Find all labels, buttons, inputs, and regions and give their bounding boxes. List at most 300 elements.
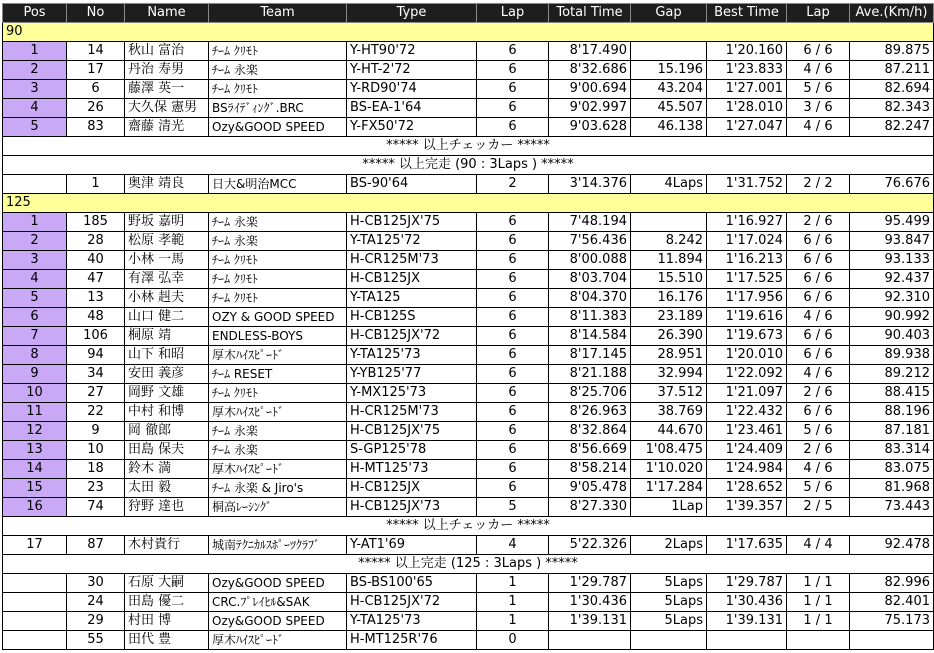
table-row <box>3 289 934 308</box>
name-cell: 丹治 寿男 <box>125 61 209 80</box>
gap-cell: 26.390 <box>631 327 707 346</box>
gap-cell <box>631 42 707 61</box>
number-cell: 26 <box>67 99 125 118</box>
gap-cell: 45.507 <box>631 99 707 118</box>
total-time-cell: 8'21.188 <box>549 365 631 384</box>
column-header-name: Name <box>125 4 209 23</box>
table-row <box>3 460 934 479</box>
table-row <box>3 498 934 517</box>
table-row <box>3 441 934 460</box>
table-row <box>3 384 934 403</box>
average-speed-cell: 82.343 <box>850 99 934 118</box>
average-speed-cell: 82.694 <box>850 80 934 99</box>
pos-cell: 12 <box>3 422 67 441</box>
best-time-cell: 1'16.927 <box>707 213 787 232</box>
number-cell: 94 <box>67 346 125 365</box>
pos-cell: 5 <box>3 118 67 137</box>
type-cell: Y-FX50'72 <box>347 118 477 137</box>
lap-cell: 6 <box>477 346 549 365</box>
pos-cell: 10 <box>3 384 67 403</box>
type-cell: Y-TA125 <box>347 289 477 308</box>
best-lap-cell: 5 / 6 <box>787 80 850 99</box>
results-body <box>3 23 934 650</box>
best-lap-cell: 6 / 6 <box>787 346 850 365</box>
pos-cell <box>3 612 67 631</box>
class-header-row <box>3 23 934 42</box>
best-time-cell: 1'16.213 <box>707 251 787 270</box>
number-cell: 34 <box>67 365 125 384</box>
name-cell: 有澤 弘幸 <box>125 270 209 289</box>
lap-cell: 6 <box>477 327 549 346</box>
type-cell: H-CB125JX <box>347 270 477 289</box>
pos-cell <box>3 574 67 593</box>
lap-cell: 6 <box>477 213 549 232</box>
best-time-cell: 1'19.616 <box>707 308 787 327</box>
lap-cell: 6 <box>477 422 549 441</box>
average-speed-cell: 90.992 <box>850 308 934 327</box>
gap-cell: 5Laps <box>631 593 707 612</box>
results-table <box>2 3 934 650</box>
total-time-cell: 5'22.326 <box>549 536 631 555</box>
total-time-cell: 9'05.478 <box>549 479 631 498</box>
team-cell: ﾁｰﾑ ｸﾘﾓﾄ <box>209 289 347 308</box>
name-cell: 岡野 文雄 <box>125 384 209 403</box>
lap-cell: 6 <box>477 80 549 99</box>
average-speed-cell: 82.401 <box>850 593 934 612</box>
team-cell: ﾁｰﾑ RESET <box>209 365 347 384</box>
pos-cell: 1 <box>3 42 67 61</box>
best-lap-cell: 2 / 5 <box>787 498 850 517</box>
best-time-cell: 1'23.461 <box>707 422 787 441</box>
table-row <box>3 479 934 498</box>
class-label: 90 <box>3 23 934 42</box>
gap-cell: 5Laps <box>631 574 707 593</box>
type-cell: H-CB125JX'73 <box>347 498 477 517</box>
header-row <box>3 4 934 23</box>
average-speed-cell: 89.212 <box>850 365 934 384</box>
best-lap-cell: 6 / 6 <box>787 327 850 346</box>
total-time-cell: 7'56.436 <box>549 232 631 251</box>
team-cell: CRC.ﾌﾟﾚｲﾋﾙ&SAK <box>209 593 347 612</box>
best-lap-cell: 5 / 6 <box>787 479 850 498</box>
total-time-cell: 8'03.704 <box>549 270 631 289</box>
number-cell: 10 <box>67 441 125 460</box>
gap-cell <box>631 631 707 650</box>
table-row <box>3 308 934 327</box>
number-cell: 9 <box>67 422 125 441</box>
total-time-cell: 8'26.963 <box>549 403 631 422</box>
gap-cell <box>631 213 707 232</box>
finish-note-row <box>3 156 934 175</box>
number-cell: 23 <box>67 479 125 498</box>
number-cell: 106 <box>67 327 125 346</box>
best-lap-cell: 1 / 1 <box>787 574 850 593</box>
total-time-cell: 8'11.383 <box>549 308 631 327</box>
type-cell: H-CB125JX'72 <box>347 593 477 612</box>
pos-cell: 3 <box>3 251 67 270</box>
team-cell: Ozy&GOOD SPEED <box>209 574 347 593</box>
best-lap-cell: 6 / 6 <box>787 42 850 61</box>
type-cell: H-MT125R'76 <box>347 631 477 650</box>
lap-cell: 6 <box>477 308 549 327</box>
name-cell: 石原 大嗣 <box>125 574 209 593</box>
total-time-cell: 1'39.131 <box>549 612 631 631</box>
best-time-cell: 1'22.432 <box>707 403 787 422</box>
total-time-cell: 8'58.214 <box>549 460 631 479</box>
total-time-cell: 9'00.694 <box>549 80 631 99</box>
best-time-cell: 1'29.787 <box>707 574 787 593</box>
table-row <box>3 631 934 650</box>
checker-note-row-text: ***** 以上チェッカー ***** <box>3 517 934 536</box>
name-cell: 田島 保夫 <box>125 441 209 460</box>
lap-cell: 1 <box>477 593 549 612</box>
type-cell: Y-YB125'77 <box>347 365 477 384</box>
total-time-cell: 9'02.997 <box>549 99 631 118</box>
name-cell: 小林 赳夫 <box>125 289 209 308</box>
lap-cell: 1 <box>477 612 549 631</box>
team-cell: ﾁｰﾑ 永楽 <box>209 441 347 460</box>
type-cell: H-MT125'73 <box>347 460 477 479</box>
pos-cell: 2 <box>3 61 67 80</box>
total-time-cell: 8'17.490 <box>549 42 631 61</box>
type-cell: Y-TA125'73 <box>347 612 477 631</box>
table-row <box>3 270 934 289</box>
pos-cell: 8 <box>3 346 67 365</box>
table-row <box>3 346 934 365</box>
gap-cell: 5Laps <box>631 612 707 631</box>
average-speed-cell <box>850 631 934 650</box>
number-cell: 87 <box>67 536 125 555</box>
average-speed-cell: 95.499 <box>850 213 934 232</box>
type-cell: Y-HT90'72 <box>347 42 477 61</box>
lap-cell: 6 <box>477 251 549 270</box>
total-time-cell: 3'14.376 <box>549 175 631 194</box>
pos-cell: 1 <box>3 213 67 232</box>
total-time-cell: 8'14.584 <box>549 327 631 346</box>
team-cell: ﾁｰﾑ ｸﾘﾓﾄ <box>209 270 347 289</box>
column-header-gap: Gap <box>631 4 707 23</box>
column-header-best-time: Best Time <box>707 4 787 23</box>
average-speed-cell: 90.403 <box>850 327 934 346</box>
column-header-no: No <box>67 4 125 23</box>
type-cell: S-GP125'78 <box>347 441 477 460</box>
type-cell: H-CB125JX'72 <box>347 327 477 346</box>
finish-note-row-text: ***** 以上完走 (90 : 3Laps ) ***** <box>3 156 934 175</box>
team-cell: Ozy&GOOD SPEED <box>209 118 347 137</box>
name-cell: 中村 和博 <box>125 403 209 422</box>
best-time-cell: 1'31.752 <box>707 175 787 194</box>
pos-cell: 16 <box>3 498 67 517</box>
number-cell: 18 <box>67 460 125 479</box>
best-lap-cell: 1 / 1 <box>787 593 850 612</box>
table-row <box>3 80 934 99</box>
total-time-cell: 8'04.370 <box>549 289 631 308</box>
total-time-cell: 1'29.787 <box>549 574 631 593</box>
number-cell: 17 <box>67 61 125 80</box>
team-cell: 厚木ﾊｲｽﾋﾟｰﾄﾞ <box>209 403 347 422</box>
gap-cell: 32.994 <box>631 365 707 384</box>
total-time-cell: 8'25.706 <box>549 384 631 403</box>
number-cell: 27 <box>67 384 125 403</box>
pos-cell: 17 <box>3 536 67 555</box>
name-cell: 野坂 嘉明 <box>125 213 209 232</box>
gap-cell: 23.189 <box>631 308 707 327</box>
table-row <box>3 61 934 80</box>
best-lap-cell: 2 / 2 <box>787 175 850 194</box>
team-cell: ﾁｰﾑ ｸﾘﾓﾄ <box>209 251 347 270</box>
lap-cell: 6 <box>477 460 549 479</box>
team-cell: BSﾗｲﾃﾞｨﾝｸﾞ.BRC <box>209 99 347 118</box>
column-header-best-lap: Lap <box>787 4 850 23</box>
best-time-cell: 1'17.525 <box>707 270 787 289</box>
average-speed-cell: 73.443 <box>850 498 934 517</box>
number-cell: 55 <box>67 631 125 650</box>
checker-note-row <box>3 517 934 536</box>
average-speed-cell: 92.478 <box>850 536 934 555</box>
class-label: 125 <box>3 194 934 213</box>
number-cell: 185 <box>67 213 125 232</box>
best-lap-cell <box>787 631 850 650</box>
best-time-cell: 1'22.092 <box>707 365 787 384</box>
team-cell: ﾁｰﾑ 永楽 <box>209 422 347 441</box>
best-lap-cell: 6 / 6 <box>787 270 850 289</box>
table-row <box>3 536 934 555</box>
average-speed-cell: 89.875 <box>850 42 934 61</box>
type-cell: H-CB125JX'75 <box>347 213 477 232</box>
best-time-cell: 1'20.160 <box>707 42 787 61</box>
type-cell: H-CR125M'73 <box>347 403 477 422</box>
pos-cell: 3 <box>3 80 67 99</box>
name-cell: 齋藤 清光 <box>125 118 209 137</box>
table-row <box>3 251 934 270</box>
best-time-cell: 1'30.436 <box>707 593 787 612</box>
average-speed-cell: 87.211 <box>850 61 934 80</box>
pos-cell: 4 <box>3 270 67 289</box>
table-row <box>3 574 934 593</box>
pos-cell: 14 <box>3 460 67 479</box>
column-header-type: Type <box>347 4 477 23</box>
best-lap-cell: 6 / 6 <box>787 232 850 251</box>
gap-cell: 8.242 <box>631 232 707 251</box>
name-cell: 狩野 達也 <box>125 498 209 517</box>
column-header-team: Team <box>209 4 347 23</box>
lap-cell: 2 <box>477 175 549 194</box>
name-cell: 山口 健二 <box>125 308 209 327</box>
type-cell: Y-TA125'72 <box>347 232 477 251</box>
checker-note-row-text: ***** 以上チェッカー ***** <box>3 137 934 156</box>
total-time-cell: 8'17.145 <box>549 346 631 365</box>
best-lap-cell: 4 / 6 <box>787 460 850 479</box>
number-cell: 40 <box>67 251 125 270</box>
table-row <box>3 99 934 118</box>
gap-cell: 16.176 <box>631 289 707 308</box>
number-cell: 24 <box>67 593 125 612</box>
name-cell: 秋山 富治 <box>125 42 209 61</box>
lap-cell: 6 <box>477 403 549 422</box>
best-lap-cell: 4 / 4 <box>787 536 850 555</box>
best-lap-cell: 4 / 6 <box>787 365 850 384</box>
average-speed-cell: 92.437 <box>850 270 934 289</box>
name-cell: 太田 毅 <box>125 479 209 498</box>
gap-cell: 1'17.284 <box>631 479 707 498</box>
pos-cell <box>3 175 67 194</box>
team-cell: 日大&明治MCC <box>209 175 347 194</box>
table-row <box>3 422 934 441</box>
best-lap-cell: 4 / 6 <box>787 61 850 80</box>
best-time-cell: 1'39.131 <box>707 612 787 631</box>
gap-cell: 11.894 <box>631 251 707 270</box>
name-cell: 岡 徹郎 <box>125 422 209 441</box>
best-time-cell: 1'17.024 <box>707 232 787 251</box>
average-speed-cell: 88.196 <box>850 403 934 422</box>
best-time-cell: 1'28.652 <box>707 479 787 498</box>
name-cell: 松原 孝範 <box>125 232 209 251</box>
type-cell: Y-TA125'73 <box>347 346 477 365</box>
best-lap-cell: 6 / 6 <box>787 403 850 422</box>
average-speed-cell: 83.314 <box>850 441 934 460</box>
gap-cell: 43.204 <box>631 80 707 99</box>
best-lap-cell: 4 / 6 <box>787 118 850 137</box>
best-time-cell: 1'24.409 <box>707 441 787 460</box>
best-time-cell: 1'21.097 <box>707 384 787 403</box>
team-cell: 城南ﾃｸﾆｶﾙｽﾎﾟｰﾂｸﾗﾌﾞ <box>209 536 347 555</box>
number-cell: 14 <box>67 42 125 61</box>
gap-cell: 4Laps <box>631 175 707 194</box>
total-time-cell: 8'27.330 <box>549 498 631 517</box>
pos-cell: 13 <box>3 441 67 460</box>
average-speed-cell: 87.181 <box>850 422 934 441</box>
number-cell: 48 <box>67 308 125 327</box>
pos-cell: 6 <box>3 308 67 327</box>
best-lap-cell: 2 / 6 <box>787 213 850 232</box>
lap-cell: 6 <box>477 270 549 289</box>
team-cell: 桐高ﾚｰｼﾝｸﾞ <box>209 498 347 517</box>
name-cell: 鈴木 満 <box>125 460 209 479</box>
gap-cell: 1Lap <box>631 498 707 517</box>
gap-cell: 28.951 <box>631 346 707 365</box>
name-cell: 山下 和昭 <box>125 346 209 365</box>
pos-cell: 2 <box>3 232 67 251</box>
average-speed-cell: 81.968 <box>850 479 934 498</box>
gap-cell: 15.510 <box>631 270 707 289</box>
table-row <box>3 213 934 232</box>
table-row <box>3 365 934 384</box>
total-time-cell: 1'30.436 <box>549 593 631 612</box>
best-lap-cell: 4 / 6 <box>787 308 850 327</box>
team-cell: ﾁｰﾑ ｸﾘﾓﾄ <box>209 384 347 403</box>
average-speed-cell: 82.996 <box>850 574 934 593</box>
name-cell: 小林 一馬 <box>125 251 209 270</box>
pos-cell: 11 <box>3 403 67 422</box>
best-lap-cell: 6 / 6 <box>787 289 850 308</box>
gap-cell: 38.769 <box>631 403 707 422</box>
number-cell: 83 <box>67 118 125 137</box>
best-lap-cell: 6 / 6 <box>787 251 850 270</box>
total-time-cell: 7'48.194 <box>549 213 631 232</box>
total-time-cell: 8'32.686 <box>549 61 631 80</box>
lap-cell: 6 <box>477 384 549 403</box>
number-cell: 6 <box>67 80 125 99</box>
best-time-cell: 1'24.984 <box>707 460 787 479</box>
number-cell: 13 <box>67 289 125 308</box>
total-time-cell <box>549 631 631 650</box>
best-lap-cell: 3 / 6 <box>787 99 850 118</box>
gap-cell: 1'10.020 <box>631 460 707 479</box>
team-cell: ﾁｰﾑ 永楽 <box>209 213 347 232</box>
best-time-cell: 1'23.833 <box>707 61 787 80</box>
type-cell: H-CB125JX'75 <box>347 422 477 441</box>
finish-note-row-text: ***** 以上完走 (125 : 3Laps ) ***** <box>3 555 934 574</box>
column-header-lap: Lap <box>477 4 549 23</box>
type-cell: H-CB125S <box>347 308 477 327</box>
pos-cell: 7 <box>3 327 67 346</box>
name-cell: 藤澤 英一 <box>125 80 209 99</box>
best-lap-cell: 1 / 1 <box>787 612 850 631</box>
lap-cell: 6 <box>477 289 549 308</box>
pos-cell: 5 <box>3 289 67 308</box>
average-speed-cell: 83.075 <box>850 460 934 479</box>
type-cell: Y-HT-2'72 <box>347 61 477 80</box>
total-time-cell: 8'00.088 <box>549 251 631 270</box>
type-cell: BS-BS100'65 <box>347 574 477 593</box>
lap-cell: 6 <box>477 118 549 137</box>
best-time-cell: 1'27.047 <box>707 118 787 137</box>
type-cell: H-CB125JX <box>347 479 477 498</box>
total-time-cell: 8'56.669 <box>549 441 631 460</box>
type-cell: BS-EA-1'64 <box>347 99 477 118</box>
gap-cell: 37.512 <box>631 384 707 403</box>
team-cell: Ozy&GOOD SPEED <box>209 612 347 631</box>
team-cell: 厚木ﾊｲｽﾋﾟｰﾄﾞ <box>209 631 347 650</box>
name-cell: 奥津 靖良 <box>125 175 209 194</box>
class-header-row <box>3 194 934 213</box>
team-cell: ﾁｰﾑ ｸﾘﾓﾄ <box>209 80 347 99</box>
name-cell: 桐原 靖 <box>125 327 209 346</box>
best-lap-cell: 2 / 6 <box>787 384 850 403</box>
column-header-average-speed: Ave.(Km/h) <box>850 4 934 23</box>
table-row <box>3 327 934 346</box>
best-time-cell: 1'28.010 <box>707 99 787 118</box>
type-cell: Y-RD90'74 <box>347 80 477 99</box>
best-time-cell <box>707 631 787 650</box>
gap-cell: 15.196 <box>631 61 707 80</box>
best-time-cell: 1'27.001 <box>707 80 787 99</box>
average-speed-cell: 75.173 <box>850 612 934 631</box>
lap-cell: 6 <box>477 61 549 80</box>
lap-cell: 6 <box>477 479 549 498</box>
team-cell: ﾁｰﾑ 永楽 & Jiro's <box>209 479 347 498</box>
name-cell: 大久保 憲男 <box>125 99 209 118</box>
table-row <box>3 42 934 61</box>
type-cell: H-CR125M'73 <box>347 251 477 270</box>
gap-cell: 46.138 <box>631 118 707 137</box>
average-speed-cell: 93.847 <box>850 232 934 251</box>
pos-cell <box>3 593 67 612</box>
number-cell: 47 <box>67 270 125 289</box>
pos-cell: 4 <box>3 99 67 118</box>
number-cell: 28 <box>67 232 125 251</box>
pos-cell <box>3 631 67 650</box>
gap-cell: 2Laps <box>631 536 707 555</box>
pos-cell: 15 <box>3 479 67 498</box>
table-row <box>3 118 934 137</box>
column-header-total-time: Total Time <box>549 4 631 23</box>
type-cell: Y-AT1'69 <box>347 536 477 555</box>
table-row <box>3 175 934 194</box>
column-header-pos: Pos <box>3 4 67 23</box>
table-row <box>3 593 934 612</box>
name-cell: 村田 博 <box>125 612 209 631</box>
